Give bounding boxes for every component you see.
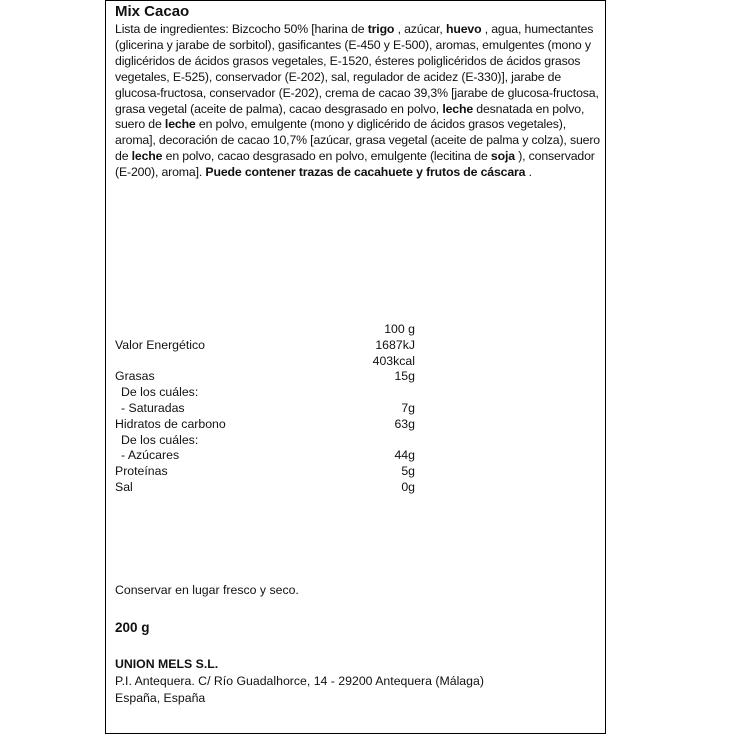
allergen-leche: leche (442, 101, 474, 116)
nutrition-row (115, 369, 425, 385)
nutrition-value: 44g (394, 448, 415, 463)
nutrition-header: 100 g (384, 322, 415, 336)
nutrition-value: 1687kJ (375, 337, 415, 352)
nutrition-row (115, 354, 425, 370)
product-title: Mix Cacao (115, 3, 190, 20)
nutrition-label: Sal (115, 479, 133, 494)
allergen-huevo: huevo (445, 22, 482, 36)
nutrition-label: - Azúcares (121, 448, 180, 463)
nutrition-row (115, 338, 425, 354)
nutrition-value: 15g (394, 369, 415, 384)
allergen-trigo: trigo (367, 22, 395, 36)
ingredient-segment: en polvo, emulgente (mono y diglicérido de ácidos grasos vegetales), aroma], decoración de cacao 10,7% [azúcar, grasa vegetal (aceite de palma y colza), suero de (115, 117, 600, 164)
nutrition-label: - Saturadas (121, 400, 185, 415)
allergen-leche: leche (131, 149, 163, 164)
ingredient-segment: , agua, humectantes (glicerina y jarabe de sorbitol), gasificantes (E-450 y E-500), aromas, emulgentes (mono y diglicéridos de ácidos grasos vegetales, E-1520, ésteres poliglicéridos de ácidos grasos vegetales, E-525), conservador (E-202), sal, regulador de acidez (E-330)], jarabe de glucosa-fructosa, conservador (E-202), crema de cacao 39,3% [jarabe de glucosa-fructosa, grasa vegetal (aceite de palma), cacao desgrasado en polvo, (115, 22, 599, 116)
storage-instructions: Conservar en lugar fresco y seco. (115, 583, 299, 597)
ingredient-segment: desnatada en polvo, suero de (115, 101, 585, 132)
company-name: UNION MELS S.L. (115, 657, 219, 671)
nutrition-label: Valor Energético (115, 337, 205, 352)
nutrition-row (115, 433, 425, 449)
nutrition-row (115, 401, 425, 417)
ingredient-segment: , azúcar, (394, 22, 446, 36)
ingredient-segment: Lista de ingredientes: Bizcocho 50% [harina de (115, 22, 368, 36)
company-address: P.I. Antequera. C/ Río Guadalhorce, 14 - 29200 Antequera (Málaga) (115, 674, 484, 688)
nutrition-value: 403kcal (372, 353, 415, 368)
nutrition-row (115, 385, 425, 401)
nutrition-label: De los cuáles: (121, 432, 199, 447)
ingredient-segment: en polvo, cacao desgrasado en polvo, emulgente (lecitina de (162, 149, 491, 164)
nutrition-header-row (115, 322, 425, 338)
nutrition-label: Proteínas (115, 464, 168, 479)
allergen-traces-warning: Puede contener trazas de cacahuete y frutos de cáscara (205, 165, 526, 180)
nutrition-value: 5g (401, 464, 415, 479)
nutrition-value: 63g (394, 416, 415, 431)
nutrition-row (115, 480, 425, 496)
nutrition-value: 7g (401, 400, 415, 415)
ingredient-segment: . (525, 165, 532, 180)
nutrition-row (115, 464, 425, 480)
allergen-soja: soja (490, 149, 515, 164)
ingredients-list (115, 22, 600, 181)
nutrition-value: 0g (401, 479, 415, 494)
nutrition-label: De los cuáles: (121, 385, 199, 400)
nutrition-row (115, 448, 425, 464)
ingredient-segment: ), conservador (E-200), aroma]. (115, 149, 595, 180)
nutrition-label: Hidratos de carbono (115, 416, 226, 431)
nutrition-table (115, 322, 425, 496)
nutrition-label: Grasas (115, 369, 155, 384)
allergen-leche: leche (164, 117, 196, 132)
company-address-block (115, 673, 484, 707)
company-country: España, España (115, 691, 206, 705)
net-weight: 200 g (115, 620, 150, 635)
nutrition-row (115, 417, 425, 433)
